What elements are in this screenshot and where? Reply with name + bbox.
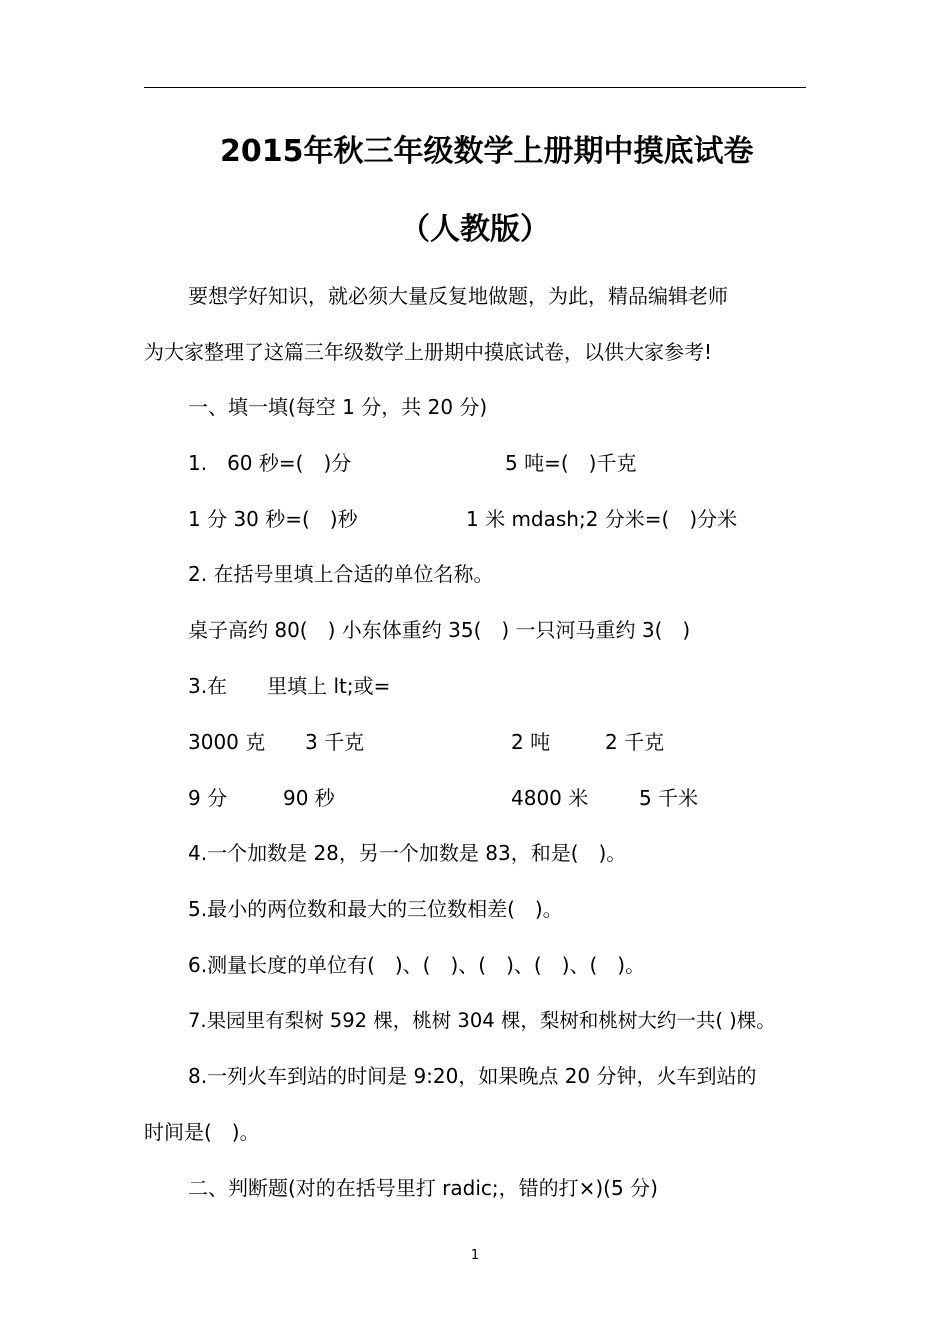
document-title: 2015年秋三年级数学上册期中摸底试卷 xyxy=(220,134,754,169)
question-3: 3.在 里填上 lt;或= xyxy=(188,674,391,698)
question-8-line-2: 时间是( )。 xyxy=(144,1120,260,1144)
question-3a-item: 2 吨 xyxy=(511,730,551,754)
question-1b-right: 1 米 mdash;2 分米=( )分米 xyxy=(466,507,738,531)
question-1a-right: 5 吨=( )千克 xyxy=(505,451,637,475)
question-7: 7.果园里有梨树 592 棵，桃树 304 棵，梨树和桃树大约一共( )棵。 xyxy=(188,1009,776,1032)
question-2: 2. 在括号里填上合适的单位名称。 xyxy=(188,562,494,586)
question-3a-item: 3000 克 xyxy=(188,730,266,754)
question-3b-item: 4800 米 xyxy=(511,786,589,810)
question-3a-item: 2 千克 xyxy=(605,730,665,754)
section-heading-fill-in: 一、填一填(每空 1 分，共 20 分) xyxy=(188,395,488,419)
document-subtitle: （人教版） xyxy=(400,212,550,247)
question-3b-item: 9 分 xyxy=(188,786,228,810)
question-5: 5.最小的两位数和最大的三位数相差( )。 xyxy=(188,897,563,921)
question-1a-left: 1. 60 秒=( )分 xyxy=(188,451,352,475)
question-3b-item: 90 秒 xyxy=(283,786,335,810)
question-3a-item: 3 千克 xyxy=(305,730,365,754)
intro-paragraph-line-2: 为大家整理了这篇三年级数学上册期中摸底试卷，以供大家参考! xyxy=(144,340,713,364)
question-4: 4.一个加数是 28，另一个加数是 83，和是( )。 xyxy=(188,841,627,865)
page-number: 1 xyxy=(470,1248,480,1263)
intro-paragraph-line-1: 要想学好知识，就必须大量反复地做题，为此，精品编辑老师 xyxy=(188,284,728,308)
question-8-line-1: 8.一列火车到站的时间是 9:20，如果晚点 20 分钟，火车到站的 xyxy=(188,1064,757,1088)
question-1b-left: 1 分 30 秒=( )秒 xyxy=(188,507,358,531)
question-6: 6.测量长度的单位有( )、( )、( )、( )、( )。 xyxy=(188,953,646,977)
question-2-items: 桌子高约 80( ) 小东体重约 35( ) 一只河马重约 3( ) xyxy=(188,618,691,642)
question-3b-item: 5 千米 xyxy=(639,786,699,810)
header-rule xyxy=(144,87,806,88)
section-heading-true-false: 二、判断题(对的在括号里打 radic;，错的打×)(5 分) xyxy=(188,1176,658,1200)
